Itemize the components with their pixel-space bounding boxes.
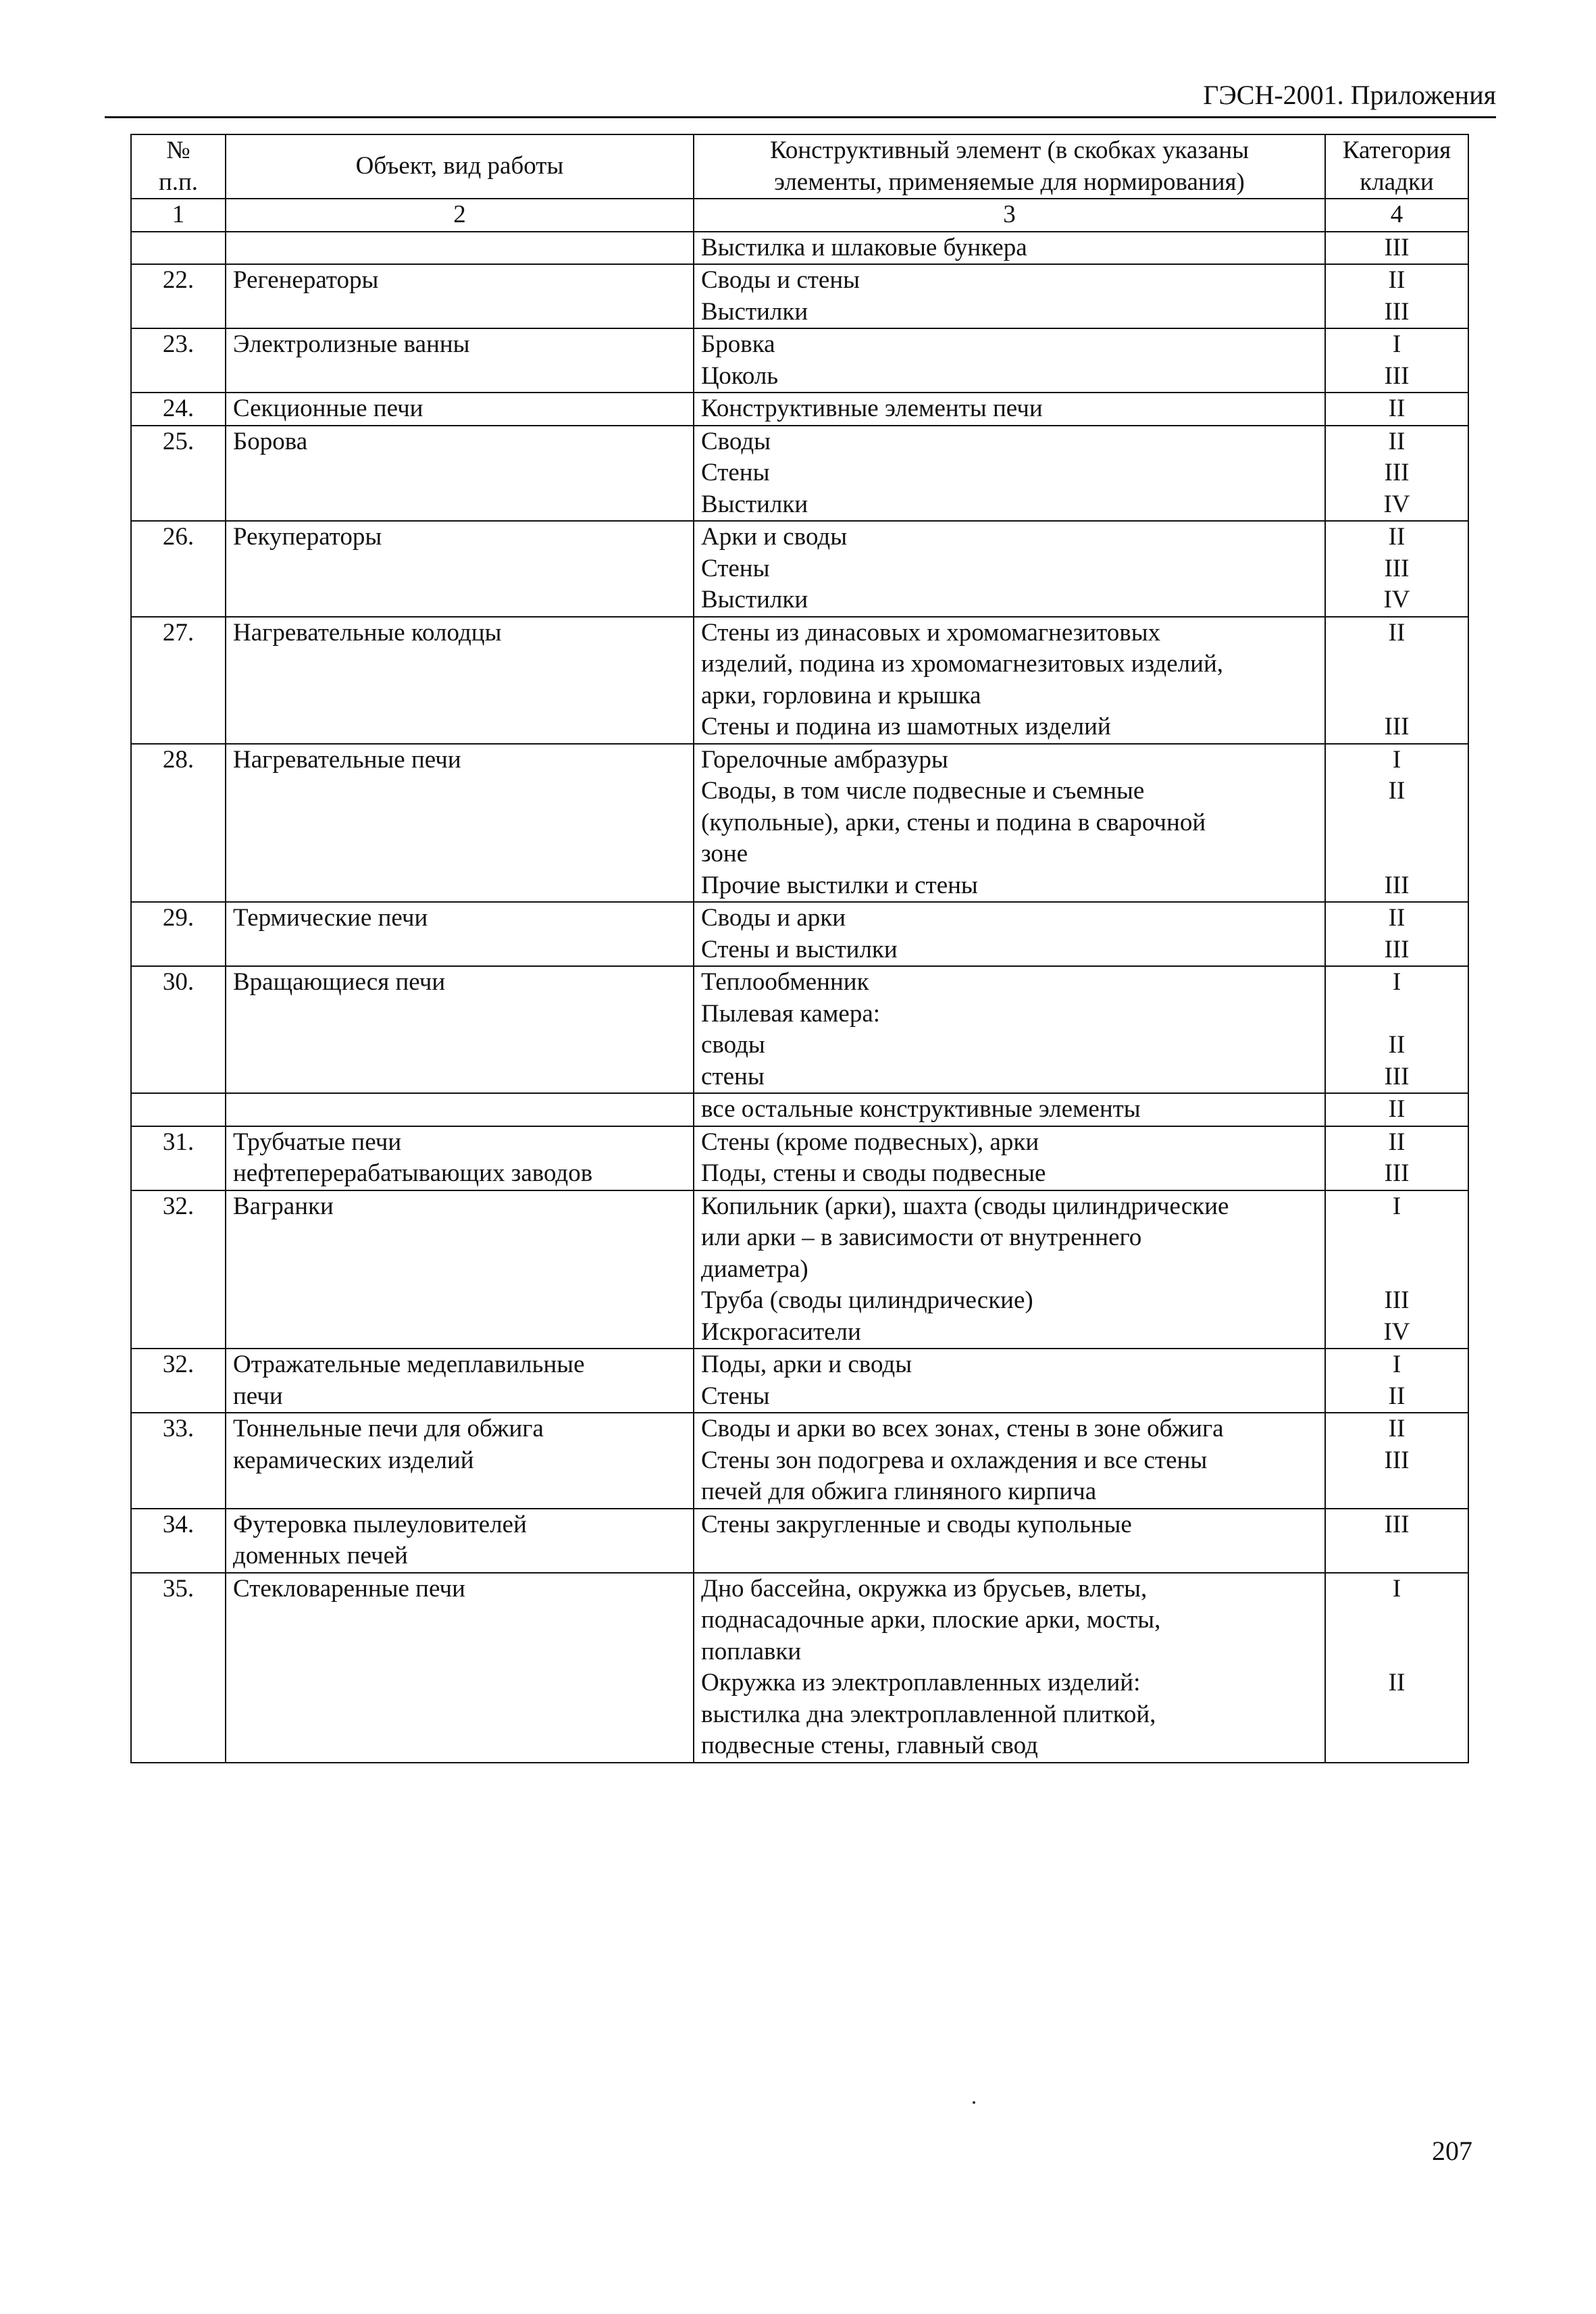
element-cell: [694, 966, 1325, 1093]
header-row: [131, 134, 1468, 199]
category-cell-line: [1333, 1254, 1461, 1286]
category-cell: [1325, 521, 1468, 617]
category-cell: [1325, 617, 1468, 744]
category-cell-line: I: [1392, 330, 1401, 358]
category-cell-line: I: [1392, 1574, 1401, 1603]
table-row: [131, 744, 1468, 903]
table-row: [131, 966, 1468, 1093]
element-cell-line: печей для обжига глиняного кирпича: [701, 1478, 1097, 1505]
row-number: 32.: [131, 1190, 226, 1349]
object-cell: [226, 1093, 694, 1126]
element-cell-line: Теплообменник: [701, 968, 869, 996]
category-cell-line: III: [1384, 713, 1410, 740]
object-cell: [226, 426, 694, 522]
element-cell-line: Бровка: [701, 330, 775, 358]
object-cell-line: нефтеперерабатывающих заводов: [233, 1159, 593, 1187]
category-cell: [1325, 328, 1468, 393]
element-cell-line: Выстилки: [701, 490, 808, 518]
element-cell-line: (купольные), арки, стены и подина в сварочной: [701, 808, 1206, 836]
object-cell: [226, 232, 694, 265]
element-cell-line: диаметра): [701, 1255, 808, 1283]
category-cell-line: II: [1388, 1415, 1406, 1442]
header-line: Объект, вид работы: [355, 152, 564, 180]
category-cell-line: III: [1384, 1446, 1410, 1474]
scan-speck: [973, 2101, 975, 2104]
header-category: [1325, 134, 1468, 199]
element-cell-line: Своды: [701, 427, 771, 455]
element-cell-line: Выстилки: [701, 297, 808, 326]
object-cell-line: печи: [233, 1382, 283, 1410]
category-cell: [1325, 1093, 1468, 1126]
category-cell-line: II: [1388, 777, 1406, 805]
category-cell-line: I: [1392, 1192, 1401, 1220]
element-cell: [694, 1349, 1325, 1413]
element-cell-line: Выстилки: [701, 586, 808, 613]
element-cell-line: Своды и стены: [701, 266, 860, 294]
header-object: [226, 134, 694, 199]
row-number: 35.: [131, 1573, 226, 1763]
category-cell: [1325, 264, 1468, 328]
category-cell: [1325, 1413, 1468, 1509]
element-cell: [694, 264, 1325, 328]
category-cell-line: II: [1388, 1669, 1406, 1696]
element-cell-line: Стены: [701, 554, 770, 582]
object-cell-line: Нагревательные колодцы: [233, 618, 502, 647]
category-cell-line: [1333, 649, 1461, 680]
object-cell-line: Вращающиеся печи: [233, 968, 446, 996]
category-cell: [1325, 232, 1468, 265]
column-number: 2: [226, 199, 694, 232]
category-cell-line: [1333, 838, 1461, 870]
category-cell-line: [1333, 1699, 1461, 1731]
object-cell-line: Трубчатые печи: [233, 1128, 402, 1156]
category-cell: [1325, 426, 1468, 522]
element-cell-line: или арки – в зависимости от внутреннего: [701, 1224, 1142, 1251]
element-cell-line: арки, горловина и крышка: [701, 681, 981, 709]
object-cell: [226, 1413, 694, 1509]
category-cell-line: II: [1388, 1095, 1406, 1123]
element-cell-line: Искрогасители: [701, 1317, 861, 1346]
object-cell-line: керамических изделий: [233, 1446, 474, 1474]
category-cell-line: [1333, 1476, 1461, 1508]
object-cell-line: Вагранки: [233, 1192, 334, 1220]
element-cell-line: Стены (кроме подвесных), арки: [701, 1128, 1039, 1156]
table-row: [131, 1349, 1468, 1413]
table-row: [131, 393, 1468, 426]
element-cell: [694, 232, 1325, 265]
object-cell: [226, 902, 694, 966]
table-row: [131, 1126, 1468, 1190]
object-cell-line: Рекуператоры: [233, 523, 382, 551]
table-header: [131, 134, 1468, 232]
category-cell-line: IV: [1383, 490, 1410, 518]
element-cell: [694, 1413, 1325, 1509]
row-number: 34.: [131, 1509, 226, 1573]
column-number: 1: [131, 199, 226, 232]
category-cell-line: [1333, 999, 1461, 1030]
header-line: Конструктивный элемент (в скобках указаны: [770, 136, 1249, 164]
element-cell-line: Стены зон подогрева и охлаждения и все стены: [701, 1446, 1208, 1474]
table-row: [131, 1093, 1468, 1126]
element-cell-line: зоне: [701, 840, 748, 867]
row-number: [131, 232, 226, 265]
object-cell: [226, 617, 694, 744]
category-cell-line: I: [1392, 1351, 1401, 1378]
table-row: [131, 902, 1468, 966]
running-head: ГЭСН-2001. Приложения: [105, 76, 1496, 118]
element-cell-line: Своды и арки: [701, 904, 846, 932]
element-cell-line: Поды, арки и своды: [701, 1351, 912, 1378]
category-cell: [1325, 1573, 1468, 1763]
object-cell-line: Отражательные медеплавильные: [233, 1351, 585, 1378]
element-cell-line: стены: [701, 1062, 765, 1090]
row-number: 23.: [131, 328, 226, 393]
object-cell-line: Стекловаренные печи: [233, 1574, 465, 1603]
element-cell-line: поднасадочные арки, плоские арки, мосты,: [701, 1606, 1161, 1634]
element-cell-line: Поды, стены и своды подвесные: [701, 1159, 1046, 1187]
object-cell: [226, 328, 694, 393]
element-cell: [694, 393, 1325, 426]
object-cell-line: Термические печи: [233, 904, 428, 932]
object-cell: [226, 966, 694, 1093]
category-cell-line: II: [1388, 1128, 1406, 1156]
element-cell-line: Цоколь: [701, 361, 779, 390]
object-cell-line: Секционные печи: [233, 395, 423, 422]
category-cell-line: II: [1388, 523, 1406, 551]
element-cell-line: Окружка из электроплавленных изделий:: [701, 1669, 1141, 1696]
category-cell-line: [1333, 1605, 1461, 1636]
object-cell: [226, 1349, 694, 1413]
object-cell-line: Электролизные ванны: [233, 330, 470, 358]
element-cell-line: Своды и арки во всех зонах, стены в зоне обжига: [701, 1415, 1224, 1442]
element-cell: [694, 426, 1325, 522]
category-cell-line: I: [1392, 745, 1401, 774]
column-number: 4: [1325, 199, 1468, 232]
row-number: 29.: [131, 902, 226, 966]
category-cell-line: III: [1384, 871, 1410, 899]
header-line: Категория: [1342, 136, 1451, 164]
table-row: [131, 617, 1468, 744]
object-cell: [226, 393, 694, 426]
element-cell-line: Арки и своды: [701, 523, 848, 551]
element-cell: [694, 1190, 1325, 1349]
masonry-category-table: [130, 134, 1469, 1763]
element-cell-line: Стены: [701, 1382, 770, 1410]
category-cell: [1325, 1349, 1468, 1413]
header-line: №: [166, 136, 190, 164]
category-cell-line: III: [1384, 554, 1410, 582]
row-number: 22.: [131, 264, 226, 328]
row-number: 24.: [131, 393, 226, 426]
table-row: [131, 1190, 1468, 1349]
element-cell: [694, 1509, 1325, 1573]
category-cell: [1325, 1190, 1468, 1349]
element-cell-line: Выстилка и шлаковые бункера: [701, 233, 1027, 261]
category-cell-line: II: [1388, 395, 1406, 422]
element-cell-line: Стены: [701, 459, 770, 486]
category-cell: [1325, 1126, 1468, 1190]
element-cell-line: все остальные конструктивные элементы: [701, 1095, 1141, 1123]
category-cell-line: [1333, 1222, 1461, 1254]
category-cell-line: III: [1384, 361, 1410, 390]
category-cell: [1325, 744, 1468, 903]
table-row: [131, 264, 1468, 328]
object-cell-line: Тоннельные печи для обжига: [233, 1415, 544, 1442]
header-line: п.п.: [158, 168, 199, 196]
table-row: [131, 521, 1468, 617]
element-cell: [694, 1126, 1325, 1190]
header-line: элементы, применяемые для нормирования): [774, 168, 1245, 196]
element-cell-line: Стены закругленные и своды купольные: [701, 1510, 1132, 1538]
row-number: 28.: [131, 744, 226, 903]
category-cell-line: II: [1388, 1382, 1406, 1410]
table-row: [131, 1509, 1468, 1573]
category-cell-line: III: [1384, 1062, 1410, 1090]
object-cell: [226, 521, 694, 617]
row-number: [131, 1093, 226, 1126]
element-cell-line: Прочие выстилки и стены: [701, 871, 978, 899]
category-cell-line: II: [1388, 427, 1406, 455]
table-row: [131, 426, 1468, 522]
object-cell: [226, 1573, 694, 1763]
category-cell-line: [1333, 807, 1461, 839]
element-cell-line: Горелочные амбразуры: [701, 745, 948, 774]
element-cell-line: своды: [701, 1031, 765, 1059]
category-cell-line: [1333, 1636, 1461, 1668]
row-number: 30.: [131, 966, 226, 1093]
category-cell: [1325, 1509, 1468, 1573]
element-cell: [694, 902, 1325, 966]
category-cell-line: IV: [1383, 586, 1410, 613]
category-cell-line: II: [1388, 1031, 1406, 1059]
column-number: 3: [694, 199, 1325, 232]
category-cell: [1325, 393, 1468, 426]
element-cell: [694, 744, 1325, 903]
row-number: 26.: [131, 521, 226, 617]
object-cell-line: Нагревательные печи: [233, 745, 461, 774]
category-cell-line: II: [1388, 904, 1406, 932]
object-cell-line: Борова: [233, 427, 308, 455]
object-cell: [226, 744, 694, 903]
element-cell: [694, 521, 1325, 617]
element-cell-line: Копильник (арки), шахта (своды цилиндрические: [701, 1192, 1229, 1220]
category-cell-line: III: [1384, 1510, 1410, 1538]
element-cell: [694, 328, 1325, 393]
category-cell-line: [1333, 680, 1461, 712]
object-cell: [226, 1126, 694, 1190]
element-cell-line: Конструктивные элементы печи: [701, 395, 1043, 422]
category-cell: [1325, 902, 1468, 966]
row-number: 27.: [131, 617, 226, 744]
element-cell: [694, 617, 1325, 744]
element-cell-line: поплавки: [701, 1637, 802, 1665]
element-cell-line: Труба (своды цилиндрические): [701, 1286, 1033, 1314]
element-cell-line: подвесные стены, главный свод: [701, 1732, 1038, 1759]
element-cell: [694, 1573, 1325, 1763]
row-number: 31.: [131, 1126, 226, 1190]
element-cell-line: выстилка дна электроплавленной плиткой,: [701, 1700, 1156, 1728]
category-cell-line: III: [1384, 1159, 1410, 1187]
table-row: [131, 232, 1468, 265]
element-cell-line: Стены из динасовых и хромомагнезитовых: [701, 618, 1161, 647]
element-cell-line: Своды, в том числе подвесные и съемные: [701, 777, 1145, 805]
category-cell-line: II: [1388, 266, 1406, 294]
row-number: 33.: [131, 1413, 226, 1509]
category-cell-line: II: [1388, 618, 1406, 647]
element-cell-line: Стены и выстилки: [701, 935, 898, 963]
object-cell-line: Футеровка пылеуловителей: [233, 1510, 527, 1538]
category-cell-line: III: [1384, 233, 1410, 261]
element-cell-line: Дно бассейна, окружка из брусьев, влеты,: [701, 1574, 1148, 1603]
category-cell-line: [1333, 1730, 1461, 1762]
category-cell-line: III: [1384, 1286, 1410, 1314]
header-number: [131, 134, 226, 199]
row-number: 25.: [131, 426, 226, 522]
table-row: [131, 328, 1468, 393]
element-cell-line: Стены и подина из шамотных изделий: [701, 713, 1111, 740]
element-cell-line: изделий, подина из хромомагнезитовых изделий,: [701, 650, 1223, 678]
category-cell-line: III: [1384, 297, 1410, 326]
object-cell-line: доменных печей: [233, 1542, 408, 1569]
element-cell-line: Пылевая камера:: [701, 999, 881, 1028]
table-body: [131, 232, 1468, 1763]
element-cell: [694, 1093, 1325, 1126]
object-cell: [226, 264, 694, 328]
page-number: 207: [1432, 2136, 1472, 2166]
category-cell: [1325, 966, 1468, 1093]
header-element: [694, 134, 1325, 199]
object-cell: [226, 1190, 694, 1349]
column-number-row: [131, 199, 1468, 232]
category-cell-line: IV: [1383, 1317, 1410, 1346]
category-cell-line: III: [1384, 935, 1410, 963]
category-cell-line: III: [1384, 459, 1410, 486]
table-row: [131, 1413, 1468, 1509]
object-cell-line: Регенераторы: [233, 266, 379, 294]
category-cell-line: I: [1392, 968, 1401, 996]
object-cell: [226, 1509, 694, 1573]
row-number: 32.: [131, 1349, 226, 1413]
header-line: кладки: [1360, 168, 1434, 196]
table-row: [131, 1573, 1468, 1763]
